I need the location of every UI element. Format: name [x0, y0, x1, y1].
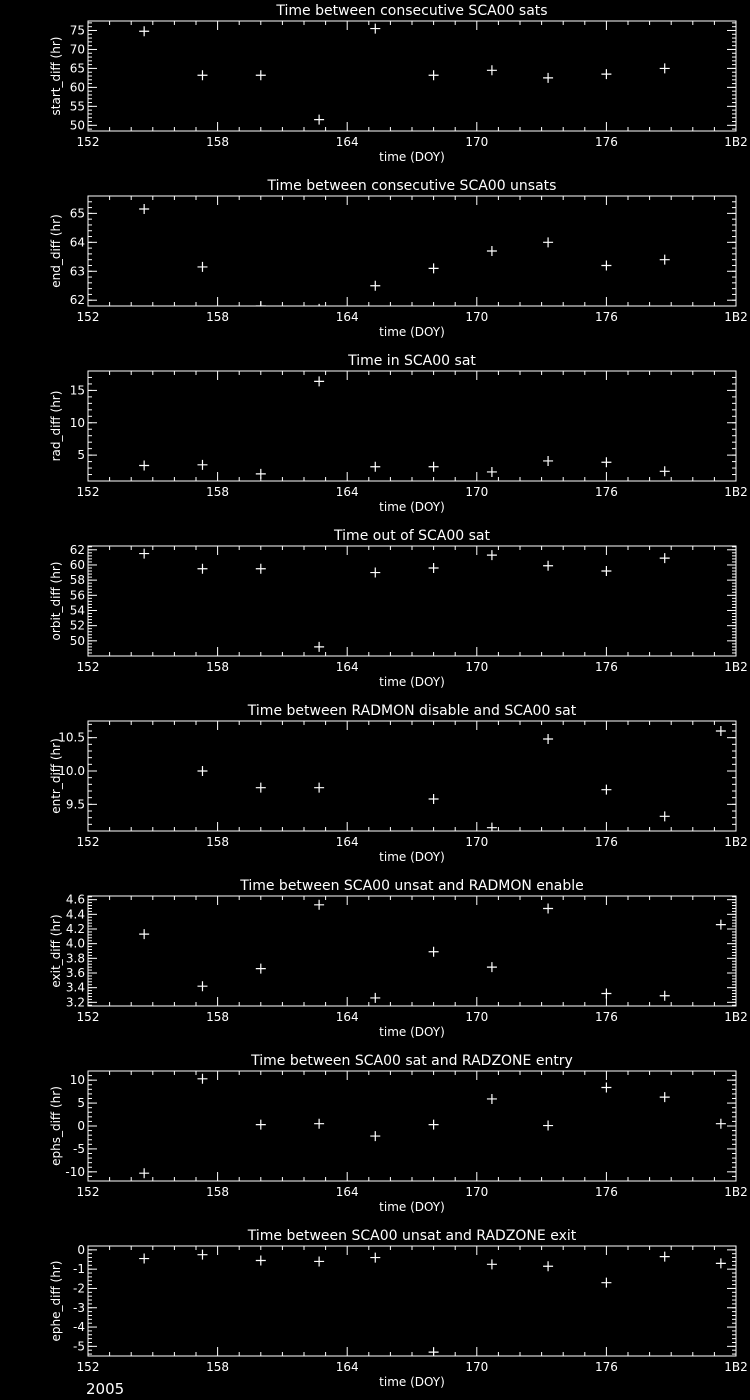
x-tick-label: 176	[594, 835, 618, 849]
data-point	[660, 991, 670, 1001]
data-point	[256, 301, 266, 311]
y-tick-label: 3.8	[65, 951, 85, 966]
x-tick-label: 170	[465, 835, 489, 849]
y-tick-label: -5	[73, 1339, 85, 1354]
data-point	[429, 462, 439, 472]
x-tick-label: 164	[335, 310, 359, 324]
data-point	[716, 726, 726, 736]
data-point	[197, 1074, 207, 1084]
data-point	[716, 1258, 726, 1268]
y-tick-label: 9.5	[65, 797, 85, 812]
data-point	[370, 1131, 380, 1141]
y-tick-label: 4.4	[65, 907, 85, 922]
x-tick-label: 170	[465, 1010, 489, 1024]
data-point	[660, 553, 670, 563]
data-point	[487, 550, 497, 560]
data-point	[429, 563, 439, 573]
data-point	[543, 561, 553, 571]
data-points	[139, 376, 670, 479]
x-tick-label: 176	[594, 1010, 618, 1024]
data-points	[139, 549, 670, 652]
x-tick-label: 1B2	[724, 135, 748, 149]
y-tick-label: 10	[69, 1073, 85, 1088]
data-point	[370, 24, 380, 34]
data-point	[487, 246, 497, 256]
data-point	[543, 903, 553, 913]
x-tick-label: 170	[465, 135, 489, 149]
data-point	[660, 466, 670, 476]
data-point	[487, 65, 497, 75]
data-point	[429, 794, 439, 804]
chart-title: Time between SCA00 sat and RADZONE entry	[251, 1053, 573, 1069]
x-tick-label: 1B2	[724, 310, 748, 324]
data-point	[487, 1094, 497, 1104]
y-axis-label: exit_diff (hr)	[49, 914, 63, 988]
y-axis-label: start_diff (hr)	[49, 36, 63, 116]
chart-panel	[49, 878, 748, 1039]
data-point	[370, 568, 380, 578]
chart-title: Time between SCA00 unsat and RADMON enable	[240, 878, 584, 894]
data-point	[487, 467, 497, 477]
x-axis-label: time (DOY)	[379, 850, 445, 864]
data-point	[429, 263, 439, 273]
x-tick-label: 1B2	[724, 1185, 748, 1199]
plot-frame	[88, 721, 736, 831]
chart-title: Time between consecutive SCA00 sats	[276, 3, 548, 19]
y-tick-label: 15	[69, 383, 85, 398]
x-tick-label: 152	[76, 660, 100, 674]
data-point	[601, 260, 611, 270]
chart-title: Time between consecutive SCA00 unsats	[267, 178, 557, 194]
y-tick-label: 52	[69, 618, 85, 633]
chart-title: Time in SCA00 sat	[348, 353, 476, 369]
data-point	[370, 993, 380, 1003]
chart-panel	[49, 1053, 748, 1214]
x-tick-label: 170	[465, 1185, 489, 1199]
data-point	[197, 70, 207, 80]
data-point	[660, 1092, 670, 1102]
x-tick-label: 158	[206, 835, 230, 849]
data-point	[487, 1259, 497, 1269]
y-tick-label: 70	[69, 42, 85, 57]
x-tick-label: 170	[465, 485, 489, 499]
data-points	[139, 24, 670, 125]
data-point	[370, 281, 380, 291]
data-point	[256, 964, 266, 974]
data-point	[139, 460, 149, 470]
y-tick-label: 64	[69, 235, 85, 250]
x-tick-label: 152	[76, 1360, 100, 1374]
x-axis-label: time (DOY)	[379, 1025, 445, 1039]
x-tick-label: 158	[206, 1360, 230, 1374]
y-axis-label: ephe_diff (hr)	[49, 1260, 63, 1342]
y-tick-label: 3.4	[65, 980, 85, 995]
x-tick-label: 164	[335, 1010, 359, 1024]
data-point	[429, 1120, 439, 1130]
data-point	[601, 457, 611, 467]
data-point	[660, 811, 670, 821]
chart-panel	[49, 3, 748, 164]
data-point	[487, 962, 497, 972]
y-tick-label: 63	[69, 264, 85, 279]
data-point	[197, 1250, 207, 1260]
y-tick-label: -5	[73, 1141, 85, 1156]
y-tick-label: -1	[73, 1262, 85, 1277]
data-point	[716, 920, 726, 930]
data-point	[543, 734, 553, 744]
x-tick-label: 164	[335, 1185, 359, 1199]
y-tick-label: -10	[65, 1164, 85, 1179]
y-axis-label: ephs_diff (hr)	[49, 1086, 63, 1166]
data-point	[429, 947, 439, 957]
data-point	[314, 304, 324, 314]
y-tick-label: 4.6	[65, 892, 85, 907]
y-tick-label: 50	[69, 633, 85, 648]
x-axis-label: time (DOY)	[379, 1200, 445, 1214]
data-point	[314, 1119, 324, 1129]
x-tick-label: 164	[335, 135, 359, 149]
x-tick-label: 164	[335, 835, 359, 849]
x-tick-label: 158	[206, 660, 230, 674]
y-tick-label: 56	[69, 588, 85, 603]
plot-frame	[88, 371, 736, 481]
x-tick-label: 152	[76, 1010, 100, 1024]
x-tick-label: 164	[335, 485, 359, 499]
data-point	[197, 460, 207, 470]
data-point	[370, 1253, 380, 1263]
y-tick-label: 3.2	[65, 995, 85, 1010]
x-tick-label: 1B2	[724, 485, 748, 499]
data-point	[543, 456, 553, 466]
y-tick-label: -2	[73, 1281, 85, 1296]
data-point	[601, 566, 611, 576]
x-tick-label: 176	[594, 1185, 618, 1199]
x-tick-label: 170	[465, 660, 489, 674]
data-point	[139, 1254, 149, 1264]
data-points	[139, 1250, 726, 1357]
y-tick-label: -4	[73, 1320, 85, 1335]
data-point	[314, 376, 324, 386]
x-axis-label: time (DOY)	[379, 675, 445, 689]
y-axis-label: end_diff (hr)	[49, 214, 63, 288]
x-tick-label: 152	[76, 135, 100, 149]
chart-title: Time between RADMON disable and SCA00 sat	[247, 703, 577, 719]
plot-frame	[88, 546, 736, 656]
chart-panel	[49, 178, 748, 339]
data-point	[197, 262, 207, 272]
x-tick-label: 152	[76, 1185, 100, 1199]
x-tick-label: 164	[335, 660, 359, 674]
x-tick-label: 170	[465, 310, 489, 324]
y-tick-label: 60	[69, 557, 85, 572]
y-tick-label: 55	[69, 99, 85, 114]
plot-frame	[88, 21, 736, 131]
data-point	[256, 1255, 266, 1265]
y-tick-label: 0	[77, 1119, 85, 1133]
data-point	[660, 63, 670, 73]
y-tick-label: 50	[69, 118, 85, 133]
data-point	[314, 900, 324, 910]
x-tick-label: 1B2	[724, 660, 748, 674]
chart-panel	[49, 703, 748, 864]
data-points	[139, 204, 670, 314]
x-tick-label: 176	[594, 1360, 618, 1374]
x-axis-label: time (DOY)	[379, 325, 445, 339]
chart-title: Time between SCA00 unsat and RADZONE exit	[247, 1228, 577, 1244]
chart-panel	[49, 528, 748, 689]
x-tick-label: 176	[594, 485, 618, 499]
data-point	[139, 204, 149, 214]
x-axis-label: time (DOY)	[379, 1375, 445, 1389]
data-points	[139, 900, 726, 1003]
data-point	[543, 1261, 553, 1271]
chart-panel	[49, 353, 748, 514]
data-point	[256, 1120, 266, 1130]
data-point	[601, 1083, 611, 1093]
y-tick-label: 62	[69, 293, 85, 308]
x-tick-label: 170	[465, 1360, 489, 1374]
x-tick-label: 1B2	[724, 1360, 748, 1374]
y-tick-label: 4.0	[65, 936, 85, 951]
y-tick-label: 10.0	[58, 764, 85, 778]
data-point	[543, 237, 553, 247]
data-points	[139, 1074, 726, 1178]
data-point	[197, 564, 207, 574]
y-tick-label: 54	[69, 603, 85, 618]
chart-panel	[49, 1228, 748, 1389]
y-tick-label: 58	[69, 573, 85, 588]
y-tick-label: 65	[69, 206, 85, 221]
x-tick-label: 1B2	[724, 1010, 748, 1024]
data-point	[660, 255, 670, 265]
data-point	[543, 73, 553, 83]
data-point	[543, 1121, 553, 1131]
data-point	[139, 1168, 149, 1178]
plot-frame	[88, 896, 736, 1006]
x-tick-label: 158	[206, 1010, 230, 1024]
year-label: 2005	[86, 1380, 125, 1398]
data-point	[197, 981, 207, 991]
x-tick-label: 164	[335, 1360, 359, 1374]
data-point	[139, 549, 149, 559]
data-point	[370, 462, 380, 472]
data-point	[660, 1252, 670, 1262]
data-point	[314, 642, 324, 652]
y-tick-label: 75	[69, 23, 85, 38]
data-point	[601, 1278, 611, 1288]
data-point	[601, 989, 611, 999]
x-tick-label: 176	[594, 310, 618, 324]
data-point	[256, 783, 266, 793]
x-tick-label: 1B2	[724, 835, 748, 849]
data-point	[314, 1256, 324, 1266]
x-tick-label: 158	[206, 135, 230, 149]
data-point	[256, 469, 266, 479]
x-tick-label: 158	[206, 1185, 230, 1199]
y-tick-label: -3	[73, 1300, 85, 1315]
x-tick-label: 158	[206, 485, 230, 499]
x-tick-label: 152	[76, 310, 100, 324]
x-tick-label: 152	[76, 485, 100, 499]
y-axis-label: orbit_diff (hr)	[49, 561, 63, 641]
y-tick-label: 10	[69, 415, 85, 430]
data-points	[197, 726, 725, 833]
data-point	[314, 115, 324, 125]
x-axis-label: time (DOY)	[379, 500, 445, 514]
y-axis-label: entr_diff (hr)	[49, 738, 63, 814]
data-point	[197, 766, 207, 776]
y-tick-label: 65	[69, 61, 85, 76]
y-tick-label: 4.2	[65, 922, 85, 936]
y-tick-label: 62	[69, 542, 85, 557]
data-point	[601, 69, 611, 79]
x-tick-label: 176	[594, 135, 618, 149]
y-tick-label: 5	[77, 1096, 85, 1111]
x-tick-label: 158	[206, 310, 230, 324]
x-tick-label: 176	[594, 660, 618, 674]
data-point	[139, 26, 149, 36]
y-tick-label: 60	[69, 80, 85, 95]
plot-frame	[88, 196, 736, 306]
plot-frame	[88, 1246, 736, 1356]
data-point	[256, 564, 266, 574]
chart-title: Time out of SCA00 sat	[334, 528, 490, 544]
y-tick-label: 0	[77, 1242, 85, 1257]
plot-frame	[88, 1071, 736, 1181]
data-point	[139, 929, 149, 939]
data-point	[716, 1119, 726, 1129]
x-tick-label: 152	[76, 835, 100, 849]
data-point	[314, 783, 324, 793]
y-tick-label: 3.6	[65, 966, 85, 980]
data-point	[429, 70, 439, 80]
y-axis-label: rad_diff (hr)	[49, 390, 63, 462]
data-point	[256, 70, 266, 80]
x-axis-label: time (DOY)	[379, 150, 445, 164]
y-tick-label: 5	[77, 448, 85, 463]
data-point	[601, 785, 611, 795]
y-tick-label: 10.5	[58, 730, 85, 745]
